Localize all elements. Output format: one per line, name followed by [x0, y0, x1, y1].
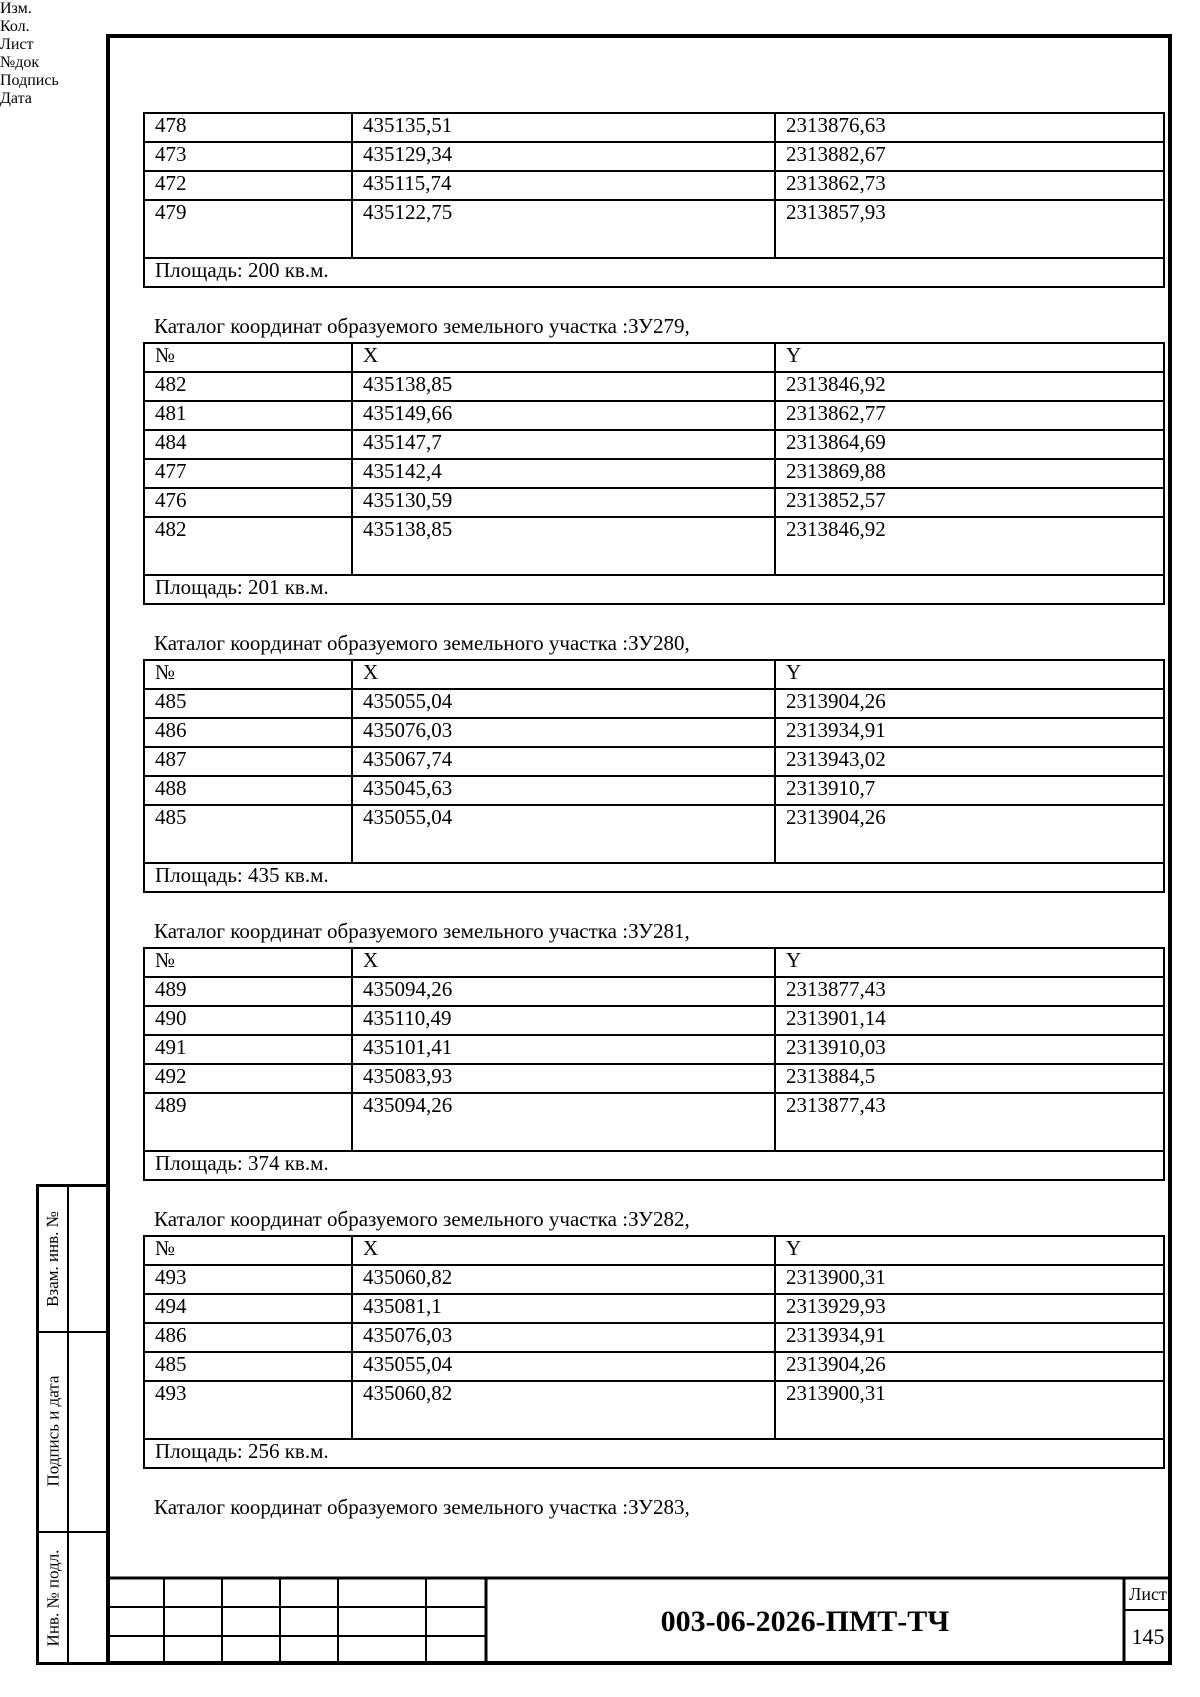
y-coordinate: 2313910,03 — [775, 1035, 1164, 1064]
catalog-caption: Каталог координат образуемого земельного участка :ЗУ282, — [154, 1207, 690, 1231]
point-number: 493 — [144, 1381, 352, 1439]
x-coordinate: 435055,04 — [352, 1352, 775, 1381]
coordinates-table — [143, 947, 1165, 1181]
table-row — [144, 372, 1164, 401]
column-header-number: № — [144, 343, 352, 372]
table-header-row — [144, 343, 1164, 372]
column-header-y: Y — [775, 948, 1164, 977]
table-row — [144, 776, 1164, 805]
point-number: 479 — [144, 200, 352, 258]
y-coordinate: 2313869,88 — [775, 459, 1164, 488]
column-label-sheet: Лист — [0, 36, 34, 53]
point-number: 473 — [144, 142, 352, 171]
column-label-change: Изм. — [0, 0, 32, 17]
x-coordinate: 435060,82 — [352, 1381, 775, 1439]
x-coordinate: 435081,1 — [352, 1294, 775, 1323]
table-row — [144, 1035, 1164, 1064]
y-coordinate: 2313884,5 — [775, 1064, 1164, 1093]
table-row — [144, 200, 1164, 258]
y-coordinate: 2313904,26 — [775, 689, 1164, 718]
point-number: 490 — [144, 1006, 352, 1035]
table-row — [144, 1323, 1164, 1352]
area-value: Площадь: 200 кв.м. — [144, 258, 1164, 287]
table-row — [144, 1265, 1164, 1294]
column-header-number: № — [144, 1236, 352, 1265]
document-code: 003-06-2026-ПМТ-ТЧ — [660, 1604, 950, 1638]
y-coordinate: 2313900,31 — [775, 1381, 1164, 1439]
y-coordinate: 2313901,14 — [775, 1006, 1164, 1035]
column-header-x: X — [352, 948, 775, 977]
y-coordinate: 2313943,02 — [775, 747, 1164, 776]
table-row — [144, 1352, 1164, 1381]
x-coordinate: 435101,41 — [352, 1035, 775, 1064]
table-row — [144, 1093, 1164, 1151]
point-number: 477 — [144, 459, 352, 488]
point-number: 489 — [144, 977, 352, 1006]
column-header-number: № — [144, 660, 352, 689]
catalog-caption: Каталог координат образуемого земельного участка :ЗУ279, — [154, 314, 690, 338]
y-coordinate: 2313846,92 — [775, 517, 1164, 575]
x-coordinate: 435135,51 — [352, 113, 775, 142]
column-label-doc-number: №док — [0, 54, 40, 71]
x-coordinate: 435138,85 — [352, 372, 775, 401]
column-header-y: Y — [775, 343, 1164, 372]
table-header-row — [144, 660, 1164, 689]
point-number: 485 — [144, 689, 352, 718]
area-row — [144, 258, 1164, 287]
y-coordinate: 2313862,77 — [775, 401, 1164, 430]
column-label-signature: Подпись — [0, 72, 59, 89]
point-number: 492 — [144, 1064, 352, 1093]
table-row — [144, 747, 1164, 776]
y-coordinate: 2313852,57 — [775, 488, 1164, 517]
y-coordinate: 2313877,43 — [775, 1093, 1164, 1151]
x-coordinate: 435122,75 — [352, 200, 775, 258]
x-coordinate: 435076,03 — [352, 1323, 775, 1352]
coordinates-table — [143, 659, 1165, 893]
coordinates-table — [143, 1235, 1165, 1469]
original-inventory-label: Инв. № подл. — [43, 1549, 62, 1647]
table-row — [144, 459, 1164, 488]
table-row — [144, 1064, 1164, 1093]
table-row — [144, 517, 1164, 575]
table-row — [144, 488, 1164, 517]
area-value: Площадь: 256 кв.м. — [144, 1439, 1164, 1468]
side-stamp — [36, 1184, 106, 1665]
y-coordinate: 2313900,31 — [775, 1265, 1164, 1294]
x-coordinate: 435130,59 — [352, 488, 775, 517]
x-coordinate: 435129,34 — [352, 142, 775, 171]
column-header-number: № — [144, 948, 352, 977]
y-coordinate: 2313910,7 — [775, 776, 1164, 805]
coordinates-table-continued — [143, 112, 1165, 288]
column-label-count: Кол. — [0, 18, 30, 35]
x-coordinate: 435115,74 — [352, 171, 775, 200]
column-header-x: X — [352, 343, 775, 372]
point-number: 486 — [144, 718, 352, 747]
x-coordinate: 435045,63 — [352, 776, 775, 805]
y-coordinate: 2313877,43 — [775, 977, 1164, 1006]
y-coordinate: 2313904,26 — [775, 805, 1164, 863]
table-row — [144, 689, 1164, 718]
point-number: 491 — [144, 1035, 352, 1064]
catalog-caption: Каталог координат образуемого земельного участка :ЗУ281, — [154, 919, 690, 943]
column-header-y: Y — [775, 1236, 1164, 1265]
point-number: 472 — [144, 171, 352, 200]
y-coordinate: 2313857,93 — [775, 200, 1164, 258]
x-coordinate: 435142,4 — [352, 459, 775, 488]
table-header-row — [144, 1236, 1164, 1265]
point-number: 488 — [144, 776, 352, 805]
point-number: 476 — [144, 488, 352, 517]
area-value: Площадь: 374 кв.м. — [144, 1151, 1164, 1180]
point-number: 482 — [144, 517, 352, 575]
x-coordinate: 435138,85 — [352, 517, 775, 575]
x-coordinate: 435083,93 — [352, 1064, 775, 1093]
table-row — [144, 401, 1164, 430]
x-coordinate: 435110,49 — [352, 1006, 775, 1035]
replacement-inventory-label: Взам. инв. № — [43, 1211, 62, 1307]
column-label-date: Дата — [0, 90, 32, 107]
catalog-caption: Каталог координат образуемого земельного участка :ЗУ280, — [154, 631, 690, 655]
y-coordinate: 2313876,63 — [775, 113, 1164, 142]
table-header-row — [144, 948, 1164, 977]
table-row — [144, 430, 1164, 459]
x-coordinate: 435094,26 — [352, 977, 775, 1006]
signature-date-label: Подпись и дата — [43, 1375, 62, 1487]
table-row — [144, 805, 1164, 863]
point-number: 489 — [144, 1093, 352, 1151]
area-row — [144, 1151, 1164, 1180]
point-number: 482 — [144, 372, 352, 401]
x-coordinate: 435060,82 — [352, 1265, 775, 1294]
x-coordinate: 435055,04 — [352, 805, 775, 863]
point-number: 484 — [144, 430, 352, 459]
table-row — [144, 1294, 1164, 1323]
table-row — [144, 718, 1164, 747]
y-coordinate: 2313904,26 — [775, 1352, 1164, 1381]
column-header-y: Y — [775, 660, 1164, 689]
x-coordinate: 435149,66 — [352, 401, 775, 430]
y-coordinate: 2313846,92 — [775, 372, 1164, 401]
sheet-number: 145 — [1131, 1624, 1165, 1649]
table-row — [144, 142, 1164, 171]
point-number: 485 — [144, 805, 352, 863]
area-value: Площадь: 435 кв.м. — [144, 863, 1164, 892]
document-body — [143, 112, 1165, 1523]
y-coordinate: 2313934,91 — [775, 718, 1164, 747]
point-number: 494 — [144, 1294, 352, 1323]
point-number: 478 — [144, 113, 352, 142]
y-coordinate: 2313929,93 — [775, 1294, 1164, 1323]
column-header-x: X — [352, 660, 775, 689]
area-value: Площадь: 201 кв.м. — [144, 575, 1164, 604]
area-row — [144, 863, 1164, 892]
x-coordinate: 435147,7 — [352, 430, 775, 459]
table-row — [144, 1006, 1164, 1035]
point-number: 485 — [144, 1352, 352, 1381]
point-number: 481 — [144, 401, 352, 430]
x-coordinate: 435094,26 — [352, 1093, 775, 1151]
y-coordinate: 2313934,91 — [775, 1323, 1164, 1352]
sheet-label: Лист — [1129, 1584, 1167, 1604]
catalog-caption: Каталог координат образуемого земельного участка :ЗУ283, — [154, 1495, 690, 1519]
x-coordinate: 435076,03 — [352, 718, 775, 747]
x-coordinate: 435067,74 — [352, 747, 775, 776]
area-row — [144, 575, 1164, 604]
point-number: 493 — [144, 1265, 352, 1294]
y-coordinate: 2313864,69 — [775, 430, 1164, 459]
table-row — [144, 977, 1164, 1006]
point-number: 486 — [144, 1323, 352, 1352]
y-coordinate: 2313862,73 — [775, 171, 1164, 200]
table-row — [144, 171, 1164, 200]
point-number: 487 — [144, 747, 352, 776]
area-row — [144, 1439, 1164, 1468]
column-header-x: X — [352, 1236, 775, 1265]
table-row — [144, 1381, 1164, 1439]
x-coordinate: 435055,04 — [352, 689, 775, 718]
table-row — [144, 113, 1164, 142]
y-coordinate: 2313882,67 — [775, 142, 1164, 171]
coordinates-table — [143, 342, 1165, 605]
